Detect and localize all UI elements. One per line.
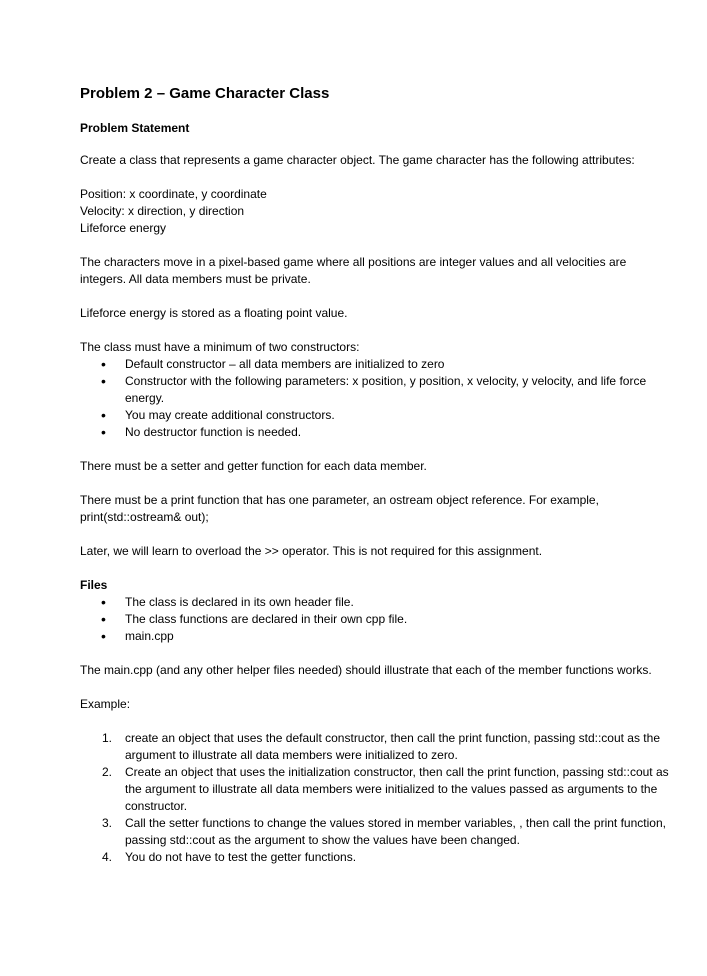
attributes-list xyxy=(80,186,670,237)
main-paragraph: The main.cpp (and any other helper files needed) should illustrate that each of the member functions works. xyxy=(80,663,652,677)
list-item: • Default constructor – all data members are initialized to zero xyxy=(80,356,670,373)
list-item: • The class functions are declared in their own cpp file. xyxy=(80,611,670,628)
intro-paragraph: Create a class that represents a game character object. The game character has the following attributes: xyxy=(80,153,635,167)
document-page xyxy=(80,84,670,866)
files-list xyxy=(80,594,670,645)
list-item: • You may create additional constructors. xyxy=(80,407,670,424)
step-number: 1. xyxy=(102,731,113,745)
pixel-paragraph: The characters move in a pixel-based game where all positions are integer values and all velocities are integers. All data members must be private. xyxy=(80,255,627,286)
step-text: You do not have to test the getter functions. xyxy=(125,850,357,864)
list-item xyxy=(80,730,670,764)
step-text: Call the setter functions to change the values stored in member variables, , then call the print function, passing std::cout as the argument to show the values have been changed. xyxy=(125,816,666,847)
lifeforce-paragraph: Lifeforce energy is stored as a floating point value. xyxy=(80,306,348,320)
constructors-list xyxy=(80,356,670,441)
step-text: Create an object that uses the initialization constructor, then call the print function, passing std::cout as the argument to illustrate all data members were initialized to the values passed as arguments to the constructor. xyxy=(125,765,669,813)
step-number: 4. xyxy=(102,850,113,864)
example-steps xyxy=(80,730,670,866)
example-label: Example: xyxy=(80,697,131,711)
print-paragraph: There must be a print function that has one parameter, an ostream object reference. For example, print(std::ostream& out); xyxy=(80,493,599,524)
page-title: Problem 2 – Game Character Class xyxy=(80,85,330,102)
list-item xyxy=(80,849,670,866)
list-item: • No destructor function is needed. xyxy=(80,424,670,441)
list-item: • Constructor with the following parameters: x position, y position, x velocity, y velocity, and life force energy. xyxy=(80,373,670,407)
step-text: create an object that uses the default constructor, then call the print function, passing std::cout as the argument to illustrate all data members were initialized to zero. xyxy=(125,731,660,762)
problem-statement-heading: Problem Statement xyxy=(80,121,190,135)
list-item xyxy=(80,815,670,849)
attribute-line: Velocity: x direction, y direction xyxy=(80,204,245,218)
overload-paragraph: Later, we will learn to overload the >> operator. This is not required for this assignment. xyxy=(80,544,543,558)
attribute-line: Position: x coordinate, y coordinate xyxy=(80,187,267,201)
constructors-intro: The class must have a minimum of two constructors: xyxy=(80,340,360,354)
step-number: 2. xyxy=(102,765,113,779)
files-heading: Files xyxy=(80,578,108,592)
list-item: • The class is declared in its own header file. xyxy=(80,594,670,611)
list-item: • main.cpp xyxy=(80,628,670,645)
setter-paragraph: There must be a setter and getter function for each data member. xyxy=(80,459,427,473)
step-number: 3. xyxy=(102,816,113,830)
list-item xyxy=(80,764,670,815)
attribute-line: Lifeforce energy xyxy=(80,221,167,235)
